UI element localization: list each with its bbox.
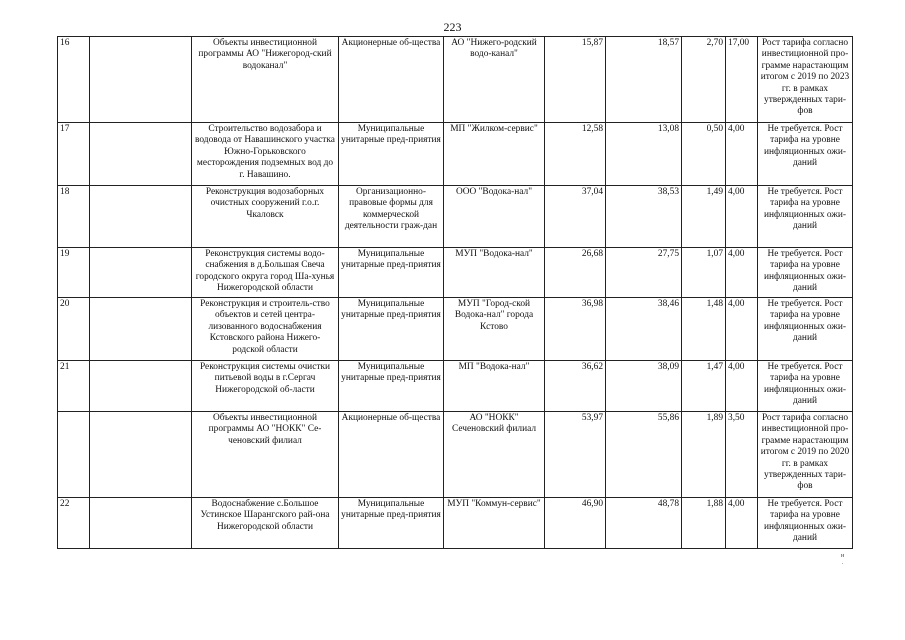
object-name: Реконструкция водозаборных очистных сооружений г.о.г. Чкаловск — [192, 186, 339, 248]
organization: МП "Жилком-сервис" — [444, 123, 545, 186]
organization: МП "Водока-нал" — [444, 361, 545, 412]
legal-form: Муниципальные унитарные пред-приятия — [339, 248, 444, 298]
tariff-before: 36,98 — [545, 298, 606, 361]
organization: АО "НОКК" Сеченовский филиал — [444, 412, 545, 498]
object-name: Реконструкция и строитель-ство объектов и сетей центра-лизованного водоснабжения Кстовского района Нижего-родской области — [192, 298, 339, 361]
empty-cell — [90, 37, 192, 123]
organization: МУП "Водока-нал" — [444, 248, 545, 298]
tariff-after: 38,09 — [606, 361, 682, 412]
empty-cell — [90, 412, 192, 498]
row-number: 19 — [58, 248, 90, 298]
increase-percent: 4,00 — [726, 248, 758, 298]
table-body — [58, 37, 853, 549]
tariff-before: 12,58 — [545, 123, 606, 186]
table-row — [58, 37, 853, 123]
row-number: 21 — [58, 361, 90, 412]
table-row — [58, 298, 853, 361]
increase-percent: 4,00 — [726, 361, 758, 412]
legal-form: Акционерные об-щества — [339, 412, 444, 498]
tariff-before: 37,04 — [545, 186, 606, 248]
increase-percent: 4,00 — [726, 298, 758, 361]
tariff-increase: 0,50 — [682, 123, 726, 186]
organization: ООО "Водока-нал" — [444, 186, 545, 248]
table-row — [58, 248, 853, 298]
table-row — [58, 361, 853, 412]
note: Не требуется. Рост тарифа на уровне инфляционных ожи-даний — [758, 186, 853, 248]
legal-form: Муниципальные унитарные пред-приятия — [339, 123, 444, 186]
increase-percent: 4,00 — [726, 498, 758, 549]
empty-cell — [90, 298, 192, 361]
table-row — [58, 186, 853, 248]
table-row — [58, 412, 853, 498]
empty-cell — [90, 248, 192, 298]
note: Не требуется. Рост тарифа на уровне инфляционных ожи-даний — [758, 361, 853, 412]
row-number: 16 — [58, 37, 90, 123]
increase-percent: 17,00 — [726, 37, 758, 123]
tariff-after: 27,75 — [606, 248, 682, 298]
tariff-after: 13,08 — [606, 123, 682, 186]
row-number — [58, 412, 90, 498]
row-number: 22 — [58, 498, 90, 549]
tariff-before: 53,97 — [545, 412, 606, 498]
note: Рост тарифа согласно инвестиционной про-грамме нарастающим итогом с 2019 по 2023 гг. в рамках утвержденных тари-фов — [758, 37, 853, 123]
tariff-increase: 1,89 — [682, 412, 726, 498]
legal-form: Организационно-правовые формы для коммерческой деятельности граж-дан — [339, 186, 444, 248]
tariff-increase: 1,49 — [682, 186, 726, 248]
row-number: 18 — [58, 186, 90, 248]
tariff-before: 15,87 — [545, 37, 606, 123]
tariff-after: 55,86 — [606, 412, 682, 498]
tariff-increase: 2,70 — [682, 37, 726, 123]
legal-form: Муниципальные унитарные пред-приятия — [339, 298, 444, 361]
increase-percent: 4,00 — [726, 123, 758, 186]
row-number: 17 — [58, 123, 90, 186]
object-name: Объекты инвестиционной программы АО "НОКК" Се-ченовский филиал — [192, 412, 339, 498]
note: Не требуется. Рост тарифа на уровне инфляционных ожи-даний — [758, 498, 853, 549]
empty-cell — [90, 186, 192, 248]
table-row — [58, 123, 853, 186]
object-name: Реконструкция системы очистки питьевой воды в г.Сергач Нижегородской об-ласти — [192, 361, 339, 412]
empty-cell — [90, 498, 192, 549]
tariff-increase: 1,48 — [682, 298, 726, 361]
organization: МУП "Коммун-сервис" — [444, 498, 545, 549]
row-number: 20 — [58, 298, 90, 361]
empty-cell — [90, 123, 192, 186]
tariff-increase: 1,07 — [682, 248, 726, 298]
tariff-after: 38,53 — [606, 186, 682, 248]
legal-form: Акционерные об-щества — [339, 37, 444, 123]
corner-mark: н . — [841, 553, 845, 566]
note: Не требуется. Рост тарифа на уровне инфляционных ожи-даний — [758, 298, 853, 361]
legal-form: Муниципальные унитарные пред-приятия — [339, 498, 444, 549]
page-number: 223 — [443, 20, 462, 34]
object-name: Строительство водозабора и водовода от Навашинского участка Южно-Горьковского месторождения подземных вод до г. Навашино. — [192, 123, 339, 186]
tariff-increase: 1,88 — [682, 498, 726, 549]
tariff-before: 46,90 — [545, 498, 606, 549]
note: Рост тарифа согласно инвестиционной про-грамме нарастающим итогом с 2019 по 2020 гг. в рамках утвержденных тари-фов — [758, 412, 853, 498]
organization: АО "Нижего-родский водо-канал" — [444, 37, 545, 123]
increase-percent: 3,50 — [726, 412, 758, 498]
note: Не требуется. Рост тарифа на уровне инфляционных ожи-даний — [758, 248, 853, 298]
tariff-increase: 1,47 — [682, 361, 726, 412]
tariff-before: 36,62 — [545, 361, 606, 412]
legal-form: Муниципальные унитарные пред-приятия — [339, 361, 444, 412]
tariff-after: 48,78 — [606, 498, 682, 549]
empty-cell — [90, 361, 192, 412]
increase-percent: 4,00 — [726, 186, 758, 248]
organization: МУП "Город-ской Водока-нал" города Кстово — [444, 298, 545, 361]
object-name: Объекты инвестиционной программы АО "Нижегород-ский водоканал" — [192, 37, 339, 123]
object-name: Реконструкция системы водо-снабжения в д.Большая Свеча городского округа город Ша-хунья Нижегородской области — [192, 248, 339, 298]
tariff-after: 18,57 — [606, 37, 682, 123]
table-row — [58, 498, 853, 549]
tariff-before: 26,68 — [545, 248, 606, 298]
note: Не требуется. Рост тарифа на уровне инфляционных ожи-даний — [758, 123, 853, 186]
tariff-after: 38,46 — [606, 298, 682, 361]
object-name: Водоснабжение с.Большое Устинское Шарангского рай-она Нижегородской области — [192, 498, 339, 549]
investment-table — [57, 36, 853, 549]
